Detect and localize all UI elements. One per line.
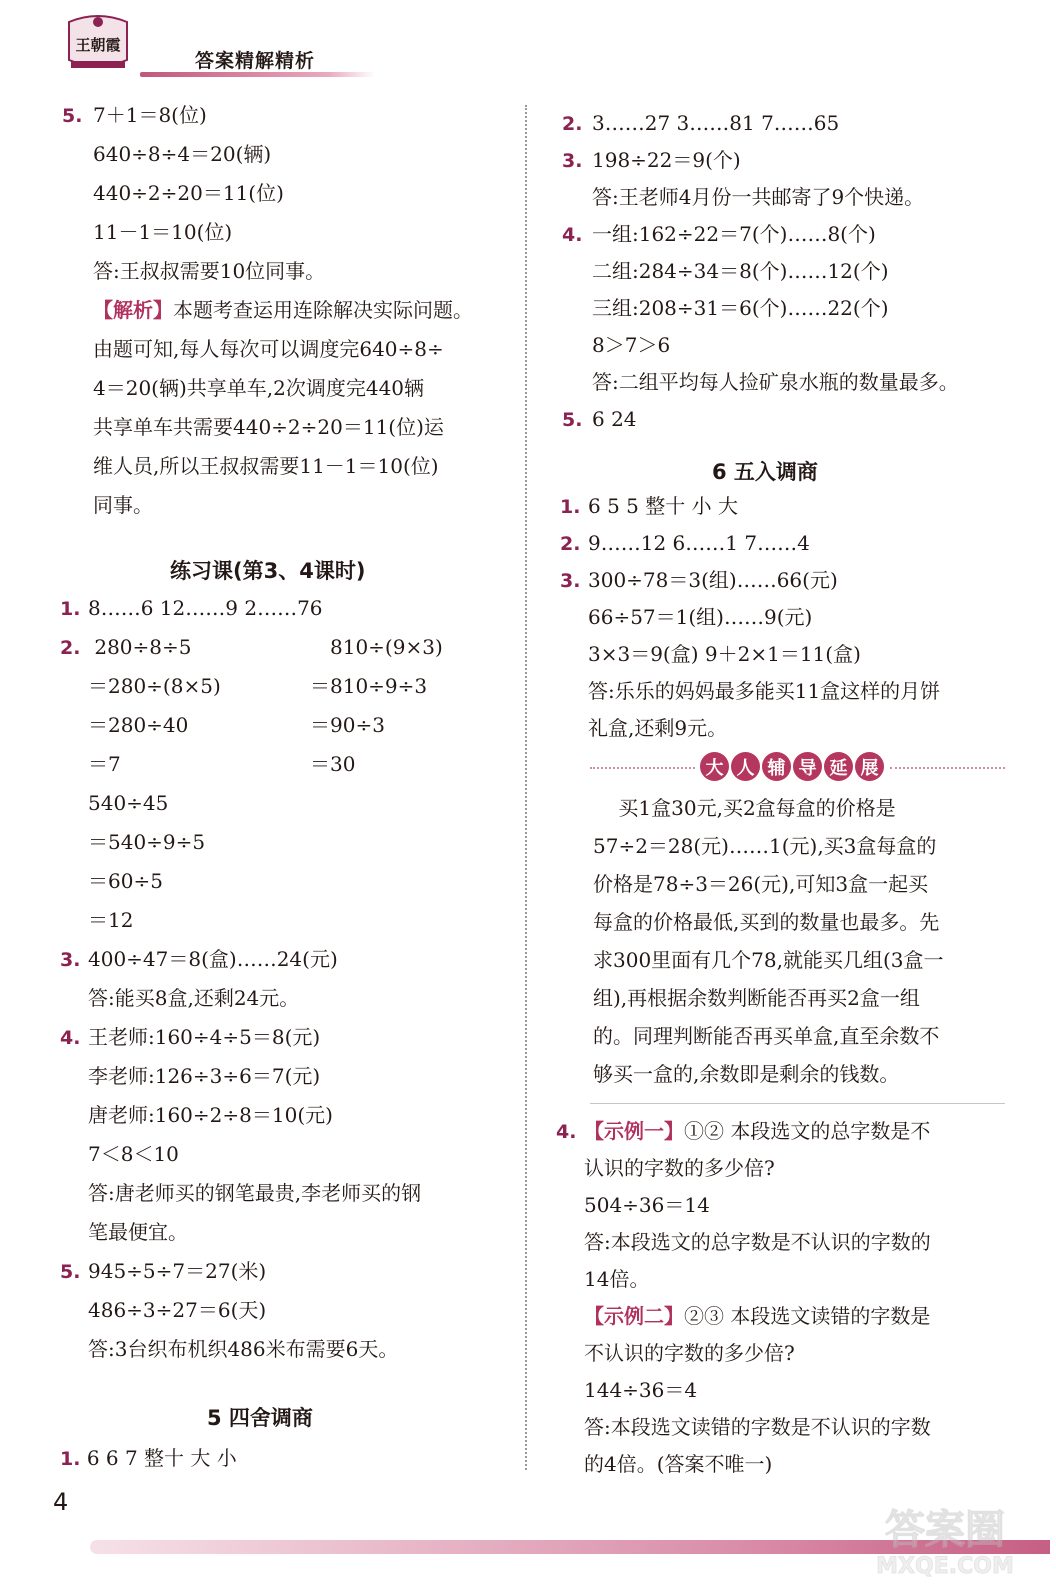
answer-text: ②③ 本段选文读错的字数是	[684, 1304, 931, 1328]
answer-line: 1. 6 6 7 整十 大 小	[60, 1446, 237, 1470]
answer-line	[584, 1191, 710, 1219]
annotation-tag: 【示例一】	[584, 1119, 684, 1143]
answer-line	[584, 1413, 931, 1441]
box-bottom-rule	[590, 1103, 1005, 1104]
answer-text: 一组:162÷22＝7(个)……8(个)	[592, 222, 876, 246]
banner-char: 展	[855, 752, 884, 781]
question-number: 2.	[60, 637, 81, 659]
answer-line	[562, 146, 741, 175]
answer-text: ①② 本段选文的总字数是不	[684, 1119, 931, 1143]
answer-line	[88, 984, 299, 1012]
question-number: 5.	[60, 1261, 81, 1283]
logo-text: 王朝霞	[75, 36, 121, 54]
answer-text: 由题可知,每人每次可以调度完640÷8÷	[93, 337, 444, 361]
guide-text-line: 买1盒30元,买2盒每盒的价格是	[593, 796, 896, 820]
answer-line	[560, 529, 810, 558]
header-title: 答案精解精析	[195, 50, 316, 72]
answer-line	[584, 1302, 930, 1330]
answer-text: 答:本段选文读错的字数是不认识的字数	[584, 1415, 931, 1439]
banner-char: 导	[793, 752, 822, 781]
answer-line	[93, 296, 473, 324]
answer-text: 540÷45	[88, 791, 169, 815]
answer-text: 11－1＝10(位)	[93, 220, 233, 244]
answer-line	[60, 633, 192, 662]
answer-line	[88, 750, 121, 778]
annotation-tag: 【解析】	[93, 298, 173, 322]
answer-line	[584, 1265, 649, 1293]
answer-line	[93, 413, 444, 441]
answer-text: 笔最便宜。	[88, 1220, 188, 1244]
answer-line	[592, 257, 889, 285]
answer-line	[93, 374, 424, 402]
answer-text: 认识的字数的多少倍?	[584, 1156, 775, 1180]
answer-line	[584, 1154, 775, 1182]
answer-line	[588, 640, 861, 668]
answer-text: 6 5 5 整十 小 大	[588, 494, 738, 518]
answer-text: 9……12 6……1 7……4	[588, 531, 810, 555]
answer-line	[88, 867, 163, 895]
answer-text: 640÷8÷4＝20(辆)	[93, 142, 272, 166]
guide-text-line: 的。同理判断能否再买单盒,直至余数不	[593, 1024, 940, 1048]
answer-line	[560, 566, 838, 595]
answer-line	[60, 1257, 266, 1286]
answer-line	[584, 1228, 931, 1256]
annotation-tag: 【示例二】	[584, 1304, 684, 1328]
question-number: 3.	[60, 949, 81, 971]
answer-line	[584, 1376, 697, 1404]
answer-text: 王老师:160÷4÷5＝8(元)	[88, 1025, 321, 1049]
answer-line	[88, 672, 221, 700]
guide-text-line: 每盒的价格最低,买到的数量也最多。先	[593, 910, 940, 934]
answer-text: 400÷47＝8(盒)……24(元)	[88, 947, 338, 971]
parent-guide-banner	[590, 752, 1005, 784]
answer-line	[88, 789, 168, 817]
answer-line	[588, 677, 940, 705]
answer-text: ＝280÷(8×5)	[88, 674, 221, 698]
answer-line	[93, 491, 153, 519]
answer-line	[60, 594, 323, 623]
answer-line	[88, 711, 188, 739]
question-number: 2.	[562, 113, 583, 135]
answer-text: 8＞7＞6	[592, 333, 671, 357]
answer-text: ＝12	[88, 908, 134, 932]
answer-line	[88, 906, 133, 934]
answer-text: ＝7	[88, 752, 121, 776]
page-number: 4	[53, 1488, 69, 1516]
banner-right-line	[890, 767, 1005, 769]
answer-line	[562, 109, 839, 138]
answer-text: 同事。	[93, 493, 153, 517]
answer-text: ＝280÷40	[88, 713, 189, 737]
answer-text: 唐老师:160÷2÷8＝10(元)	[88, 1103, 333, 1127]
answer-text: 三组:208÷31＝6(个)……22(个)	[592, 296, 889, 320]
banner-left-line	[590, 767, 695, 769]
question-number: 4.	[562, 224, 583, 246]
banner-char: 辅	[762, 752, 791, 781]
answer-line	[93, 179, 284, 207]
answer-text: 维人员,所以王叔叔需要11－1＝10(位)	[93, 454, 439, 478]
question-number: 1.	[560, 496, 581, 518]
answer-text: 3……27 3……81 7……65	[592, 111, 840, 135]
answer-text: 答:能买8盒,还剩24元。	[88, 986, 300, 1010]
header-underline	[140, 72, 375, 77]
answer-line	[88, 1179, 421, 1207]
question-number: 1.	[60, 598, 81, 620]
answer-text: 李老师:126÷3÷6＝7(元)	[88, 1064, 321, 1088]
answer-line	[93, 335, 444, 363]
answer-text: 答:唐老师买的钢笔最贵,李老师买的钢	[88, 1181, 422, 1205]
answer-line	[562, 405, 637, 434]
answer-line	[592, 368, 959, 396]
column-divider	[525, 105, 527, 1470]
answer-line	[592, 331, 670, 359]
answer-text: ＝540÷9÷5	[88, 830, 206, 854]
answer-line	[584, 1339, 795, 1367]
answer-text: 二组:284÷34＝8(个)……12(个)	[592, 259, 889, 283]
answer-text: 不认识的字数的多少倍?	[584, 1341, 795, 1365]
answer-text: 答:乐乐的妈妈最多能买11盒这样的月饼	[588, 679, 941, 703]
answer-line: 810÷(9×3)	[330, 635, 443, 659]
answer-text: 4＝20(辆)共享单车,2次调度完440辆	[93, 376, 425, 400]
answer-text: 144÷36＝4	[584, 1378, 698, 1402]
answer-text: 945÷5÷7＝27(米)	[88, 1259, 267, 1283]
answer-line	[588, 714, 727, 742]
answer-text: 本题考查运用连除解决实际问题。	[173, 298, 473, 322]
answer-text: 440÷2÷20＝11(位)	[93, 181, 284, 205]
answer-line	[62, 101, 207, 130]
section-title-round-down: 5 四舍调商	[207, 1406, 313, 1430]
answer-line	[588, 603, 812, 631]
answer-text: 7＋1＝8(位)	[93, 103, 207, 127]
answer-line: ＝810÷9÷3	[310, 674, 428, 698]
answer-line	[560, 492, 738, 521]
answer-text: 66÷57＝1(组)……9(元)	[588, 605, 813, 629]
answer-line	[88, 1218, 188, 1246]
answer-line	[562, 220, 876, 249]
answer-line	[88, 1296, 266, 1324]
answer-line	[88, 1140, 179, 1168]
answer-line	[592, 183, 924, 211]
answer-line	[93, 257, 325, 285]
answer-line: ＝30	[310, 752, 356, 776]
answer-text: 504÷36＝14	[584, 1193, 710, 1217]
answer-line	[556, 1117, 930, 1146]
banner-char: 延	[824, 752, 853, 781]
answer-text: 答:3台织布机织486米布需要6天。	[88, 1337, 399, 1361]
guide-text-line: 求300里面有几个78,就能买几组(3盒一	[593, 948, 944, 972]
answer-text: 的4倍。(答案不唯一)	[584, 1452, 773, 1476]
answer-text: 答:本段选文的总字数是不认识的字数的	[584, 1230, 931, 1254]
guide-text-line: 组),再根据余数判断能否再买2盒一组	[593, 986, 920, 1010]
section-title-practice: 练习课(第3、4课时)	[170, 559, 366, 583]
answer-line	[592, 294, 889, 322]
answer-text: 6 24	[592, 407, 637, 431]
answer-text: 3×3＝9(盒) 9＋2×1＝11(盒)	[588, 642, 861, 666]
watermark-top: 答案圈	[885, 1507, 1005, 1553]
answer-text: 答:王叔叔需要10位同事。	[93, 259, 326, 283]
guide-text-line: 够买一盒的,余数即是剩余的钱数。	[593, 1062, 900, 1086]
answer-text: 198÷22＝9(个)	[592, 148, 741, 172]
answer-text: ＝60÷5	[88, 869, 163, 893]
answer-text: 7＜8＜10	[88, 1142, 179, 1166]
watermark-bottom: MXQE.COM	[876, 1554, 1014, 1579]
question-number: 4.	[556, 1121, 577, 1143]
question-number: 5.	[62, 105, 83, 127]
answer-line	[93, 452, 439, 480]
watermark-logo	[865, 1495, 1025, 1580]
answer-text: 300÷78＝3(组)……66(元)	[588, 568, 838, 592]
answer-line	[60, 1023, 320, 1052]
banner-char: 人	[731, 752, 760, 781]
page-header	[55, 8, 335, 78]
answer-text: 14倍。	[584, 1267, 650, 1291]
answer-line	[584, 1450, 772, 1478]
answer-line	[93, 218, 232, 246]
question-number: 5.	[562, 409, 583, 431]
question-number: 3.	[560, 570, 581, 592]
guide-text-line: 57÷2＝28(元)……1(元),买3盒每盒的	[593, 834, 937, 858]
answer-line	[88, 1335, 398, 1363]
answer-text: 8……6 12……9 2……76	[88, 596, 323, 620]
section-title-round-up: 6 五入调商	[712, 460, 818, 484]
banner-char: 大	[700, 752, 729, 781]
answer-line	[60, 945, 338, 974]
answer-line: ＝90÷3	[310, 713, 385, 737]
answer-line	[93, 140, 271, 168]
question-number: 2.	[560, 533, 581, 555]
answer-text: 答:二组平均每人捡矿泉水瓶的数量最多。	[592, 370, 959, 394]
question-number: 4.	[60, 1027, 81, 1049]
answer-text: 共享单车共需要440÷2÷20＝11(位)运	[93, 415, 444, 439]
answer-text: 礼盒,还剩9元。	[588, 716, 728, 740]
answer-text: 280÷8÷5	[88, 635, 192, 659]
answer-line	[88, 828, 205, 856]
answer-text: 答:王老师4月份一共邮寄了9个快递。	[592, 185, 925, 209]
answer-line	[88, 1101, 333, 1129]
answer-text: 486÷3÷27＝6(天)	[88, 1298, 267, 1322]
question-number: 3.	[562, 150, 583, 172]
guide-text-line: 价格是78÷3＝26(元),可知3盒一起买	[593, 872, 929, 896]
answer-line	[88, 1062, 320, 1090]
publisher-logo	[63, 14, 133, 74]
